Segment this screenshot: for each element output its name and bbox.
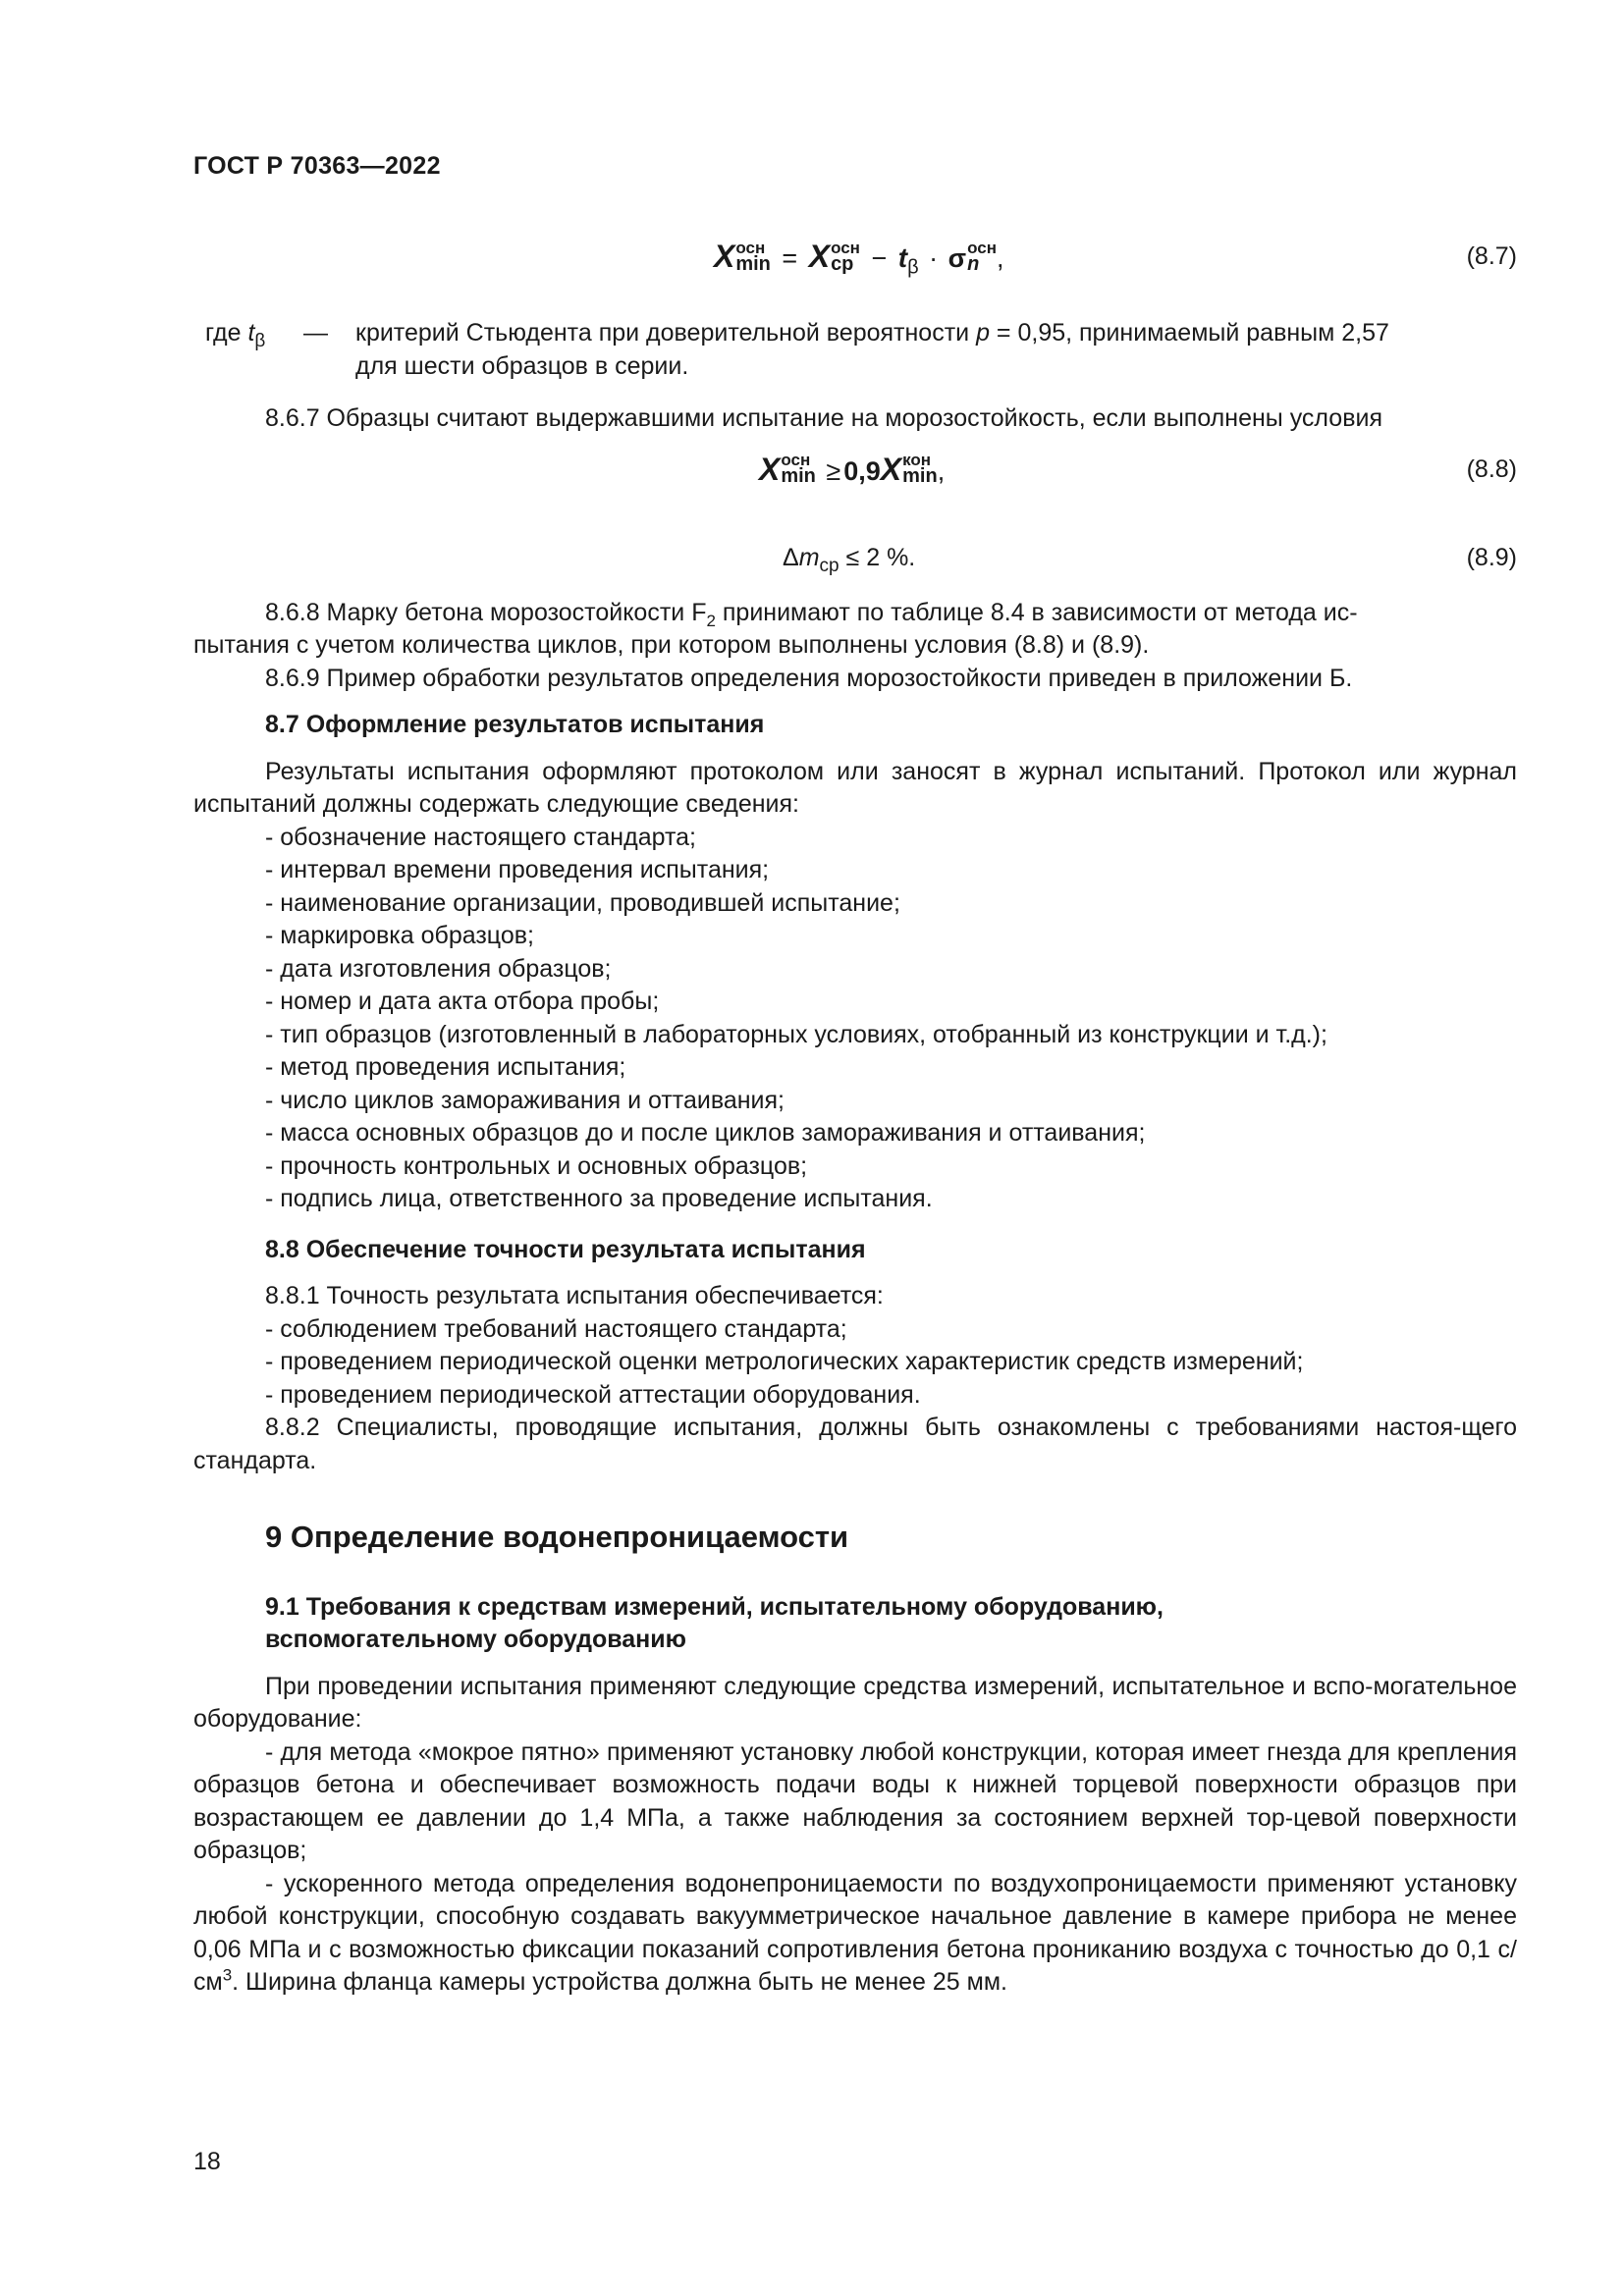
paragraph-8-6-9: 8.6.9 Пример обработки результатов определения морозостойкости приведен в приложении Б. — [265, 664, 1353, 692]
where-dash: — — [303, 319, 328, 347]
list-item: - метод проведения испытания; — [265, 1053, 626, 1081]
paragraph-8-6-8: 8.6.8 Марку бетона морозостойкости $F_2$ принимают по таблице 8.4 в зависимости от метода ис- — [265, 598, 1358, 630]
equation-number: (8.9) — [1466, 543, 1517, 571]
formula-8-8-expression: X осн min ≥ 0,9X кон min , — [759, 451, 946, 488]
formula-8-7-expression: X осн min = X осн ср − $t_\beta \cdot \sigma$ осн n , — [714, 238, 1004, 279]
formula-8-9-expression: $\Delta m_{ср} \le 2$ %. — [783, 543, 916, 576]
list-item: - подпись лица, ответственного за проведение испытания. — [265, 1185, 933, 1212]
section-9-1-title: 9.1 Требования к средствам измерений, испытательному оборудованию, вспомогательному оборудованию — [265, 1592, 1164, 1653]
list-item: - маркировка образцов; — [265, 922, 534, 949]
list-item: - наименование организации, проводившей испытание; — [265, 888, 900, 917]
page-body — [193, 147, 1517, 2000]
paragraph-8-6-7: 8.6.7 Образцы считают выдержавшими испытание на морозостойкость, если выполнены условия — [265, 404, 1382, 432]
list-item: - прочность контрольных и основных образцов; — [265, 1151, 808, 1180]
list-item: - число циклов замораживания и оттаивания; — [265, 1086, 785, 1114]
paragraph-8-6-8-cont: пытания с учетом количества циклов, при котором выполнены условия (8.8) и (8.9). — [193, 631, 1150, 659]
formula-8-9 — [193, 542, 1517, 581]
list-item: - обозначение настоящего стандарта; — [265, 823, 696, 851]
page-number: 18 — [193, 2148, 221, 2175]
document-header: ГОСТ Р 70363—2022 — [193, 152, 441, 180]
where-label: где $t_\beta$ — [205, 319, 266, 351]
paragraph-8-8-1: 8.8.1 Точность результата испытания обеспечивается: — [265, 1282, 884, 1309]
formula-8-7 — [193, 240, 1517, 288]
equation-number: (8.7) — [1466, 242, 1517, 270]
list-item: - проведением периодической оценки метрологических характеристик средств измерений; — [265, 1348, 1304, 1375]
paragraph-8-8-2: 8.8.2 Специалисты, проводящие испытания, должны быть ознакомлены с требованиями настоя-щего стандарта. — [193, 1414, 1517, 1474]
list-item: - соблюдением требований настоящего стандарта; — [265, 1314, 847, 1343]
formula-8-8 — [193, 451, 1517, 501]
equation-number: (8.8) — [1466, 454, 1517, 483]
paragraph-9-1-intro: При проведении испытания применяют следующие средства измерений, испытательное и вспо-могательное оборудование: — [193, 1672, 1517, 1733]
section-8-7-title: 8.7 Оформление результатов испытания — [265, 711, 765, 738]
list-item: - проведением периодической аттестации оборудования. — [265, 1380, 921, 1409]
section-9-title: 9 Определение водонепроницаемости — [265, 1520, 849, 1554]
list-item: - номер и дата акта отбора пробы; — [265, 988, 660, 1015]
paragraph-9-1-accelerated: - ускоренного метода определения водонепроницаемости по воздухопроницаемости применяют установку любой конструкции, способную создавать вакуумметрическое начальное давление в камере прибора не менее 0,06 МПа и с возможностью фиксации показаний сопротивления бетона прониканию воздуха с точностью до 0,1 $с/см^3$. Ширина фланца камеры устройства должна быть не менее 25 мм. — [193, 1869, 1517, 1996]
list-item: - тип образцов (изготовленный в лабораторных условиях, отобранный из конструкции и т.д.); — [265, 1020, 1327, 1048]
paragraph-9-1-wet-spot: - для метода «мокрое пятно» применяют установку любой конструкции, которая имеет гнезда для крепления образцов бетона и обеспечивает возможность подачи воды к нижней торцевой поверхности образцов при возрастающем ее давлении до 1,4 МПа, а также наблюдения за состоянием верхней тор-цевой поверхности образцов; — [193, 1737, 1517, 1864]
section-8-7-intro: Результаты испытания оформляют протоколом или заносят в журнал испытаний. Протокол или журнал испытаний должны содержать следующие сведения: — [193, 757, 1517, 818]
list-item: - масса основных образцов до и после циклов замораживания и оттаивания; — [265, 1119, 1146, 1147]
where-text: критерий Стьюдента при доверительной вероятности p = 0,95, принимаемый равным 2,57 для шести образцов в серии. — [355, 319, 1389, 380]
section-8-8-list — [193, 1313, 1517, 1413]
section-8-7-list — [193, 822, 1517, 1216]
list-item: - интервал времени проведения испытания; — [265, 856, 770, 883]
list-item: - дата изготовления образцов; — [265, 954, 612, 983]
section-8-8-title: 8.8 Обеспечение точности результата испытания — [265, 1235, 866, 1263]
where-clause — [193, 317, 1517, 383]
